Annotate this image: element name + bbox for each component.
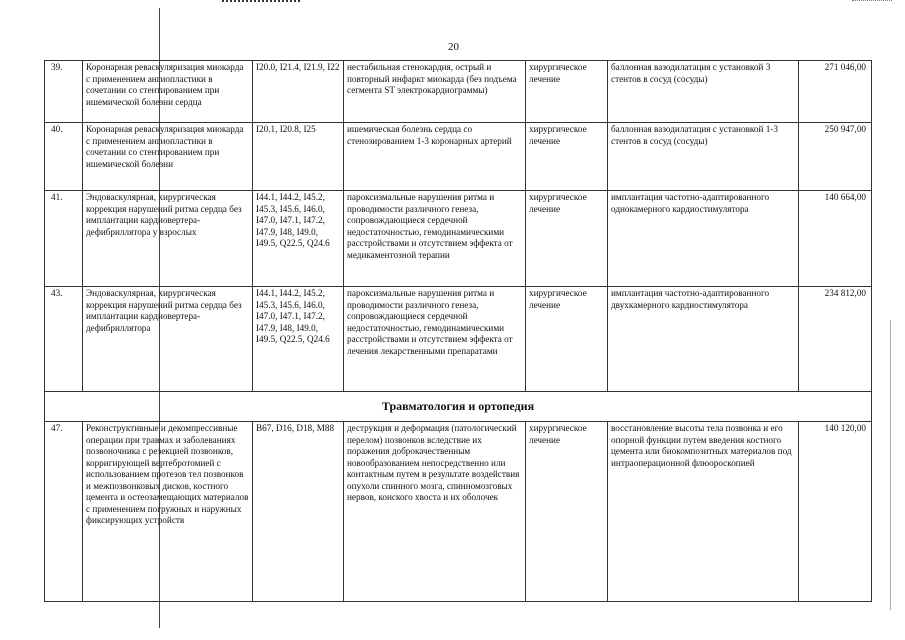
procedure-name: Коронарная реваскуляризация миокарда с применением ангиопластики в сочетании со стентированием при ишемической болезни сердца (83, 61, 253, 123)
price: 250 947,00 (799, 123, 872, 191)
procedure-name: Коронарная реваскуляризация миокарда с применением ангиопластики в сочетании со стентированием при ишемической болезни (83, 123, 253, 191)
price: 140 664,00 (799, 191, 872, 287)
icd-codes: I20.1, I20.8, I25 (253, 123, 344, 191)
icd-codes: I44.1, I44.2, I45.2, I45.3, I45.6, I46.0, I47.0, I47.1, I47.2, I47.9, I48, I49.0, I49.5, Q22.5, Q24.6 (253, 287, 344, 392)
section-header-row (45, 392, 872, 422)
procedure-name: Эндоваскулярная, хирургическая коррекция нарушений ритма сердца без имплантации кардиовертера-дефибриллятора (83, 287, 253, 392)
patient-model: ишемическая болезнь сердца со стенозированием 1-3 коронарных артерий (344, 123, 526, 191)
scan-artifact-top-right (852, 0, 892, 4)
scan-artifact-right-line (890, 320, 891, 610)
tariff-table (44, 60, 872, 602)
icd-codes: I20.0, I21.4, I21.9, I22 (253, 61, 344, 123)
treatment-type: хирургическое лечение (526, 61, 608, 123)
table-row (45, 61, 872, 123)
table-row (45, 123, 872, 191)
treatment-method: имплантация частотно-адаптированного двухкамерного кардиостимулятора (608, 287, 799, 392)
treatment-method: баллонная вазодилатация с установкой 3 стентов в сосуд (сосуды) (608, 61, 799, 123)
treatment-type: хирургическое лечение (526, 191, 608, 287)
price: 234 812,00 (799, 287, 872, 392)
row-number: 47. (45, 422, 83, 602)
treatment-method: восстановление высоты тела позвонка и его опорной функции путем введения костного цемента или биокомпозитных материалов под интраоперационной флюороскопией (608, 422, 799, 602)
scan-artifact-top (222, 0, 300, 6)
section-title: Травматология и ортопедия (45, 392, 872, 422)
row-number: 43. (45, 287, 83, 392)
patient-model: пароксизмальные нарушения ритма и проводимости различного генеза, сопровождающиеся сердечной недостаточностью, гемодинамическими расстройствами и отсутствием эффекта от медикаментозной терапии (344, 191, 526, 287)
icd-codes: I44.1, I44.2, I45.2, I45.3, I45.6, I46.0, I47.0, I47.1, I47.2, I47.9, I48, I49.0, I49.5, Q22.5, Q24.6 (253, 191, 344, 287)
row-number: 39. (45, 61, 83, 123)
price: 271 046,00 (799, 61, 872, 123)
row-number: 41. (45, 191, 83, 287)
procedure-name: Эндоваскулярная, хирургическая коррекция нарушений ритма сердца без имплантации кардиовертера-дефибриллятора у взрослых (83, 191, 253, 287)
table-row (45, 287, 872, 392)
patient-model: деструкция и деформация (патологический перелом) позвонков вследствие их поражения доброкачественным новообразованием непосредственно или контактным путем в результате воздействия опухоли спинного мозга, спинномозговых нервов, конского хвоста и их оболочек (344, 422, 526, 602)
price: 140 120,00 (799, 422, 872, 602)
table-row (45, 191, 872, 287)
procedure-name: Реконструктивные и декомпрессивные операции при травмах и заболеваниях позвоночника с резекцией позвонков, корригирующей вертебротомией с использованием протезов тел позвонков и межпозвонковых дисков, костного цемента и остеозамещающих материалов с применением погружных и наружных фиксирующих устройств (83, 422, 253, 602)
treatment-method: баллонная вазодилатация с установкой 1-3 стентов в сосуд (сосуды) (608, 123, 799, 191)
treatment-type: хирургическое лечение (526, 123, 608, 191)
patient-model: нестабильная стенокардия, острый и повторный инфаркт миокарда (без подъема сегмента ST электрокардиограммы) (344, 61, 526, 123)
patient-model: пароксизмальные нарушения ритма и проводимости различного генеза, сопровождающиеся сердечной недостаточностью, гемодинамическими расстройствами и отсутствием эффекта от лечения лекарственными препаратами (344, 287, 526, 392)
treatment-type: хирургическое лечение (526, 287, 608, 392)
row-number: 40. (45, 123, 83, 191)
icd-codes: B67, D16, D18, M88 (253, 422, 344, 602)
treatment-type: хирургическое лечение (526, 422, 608, 602)
page-number: 20 (448, 41, 459, 53)
table-row (45, 422, 872, 602)
treatment-method: имплантация частотно-адаптированного однокамерного кардиостимулятора (608, 191, 799, 287)
